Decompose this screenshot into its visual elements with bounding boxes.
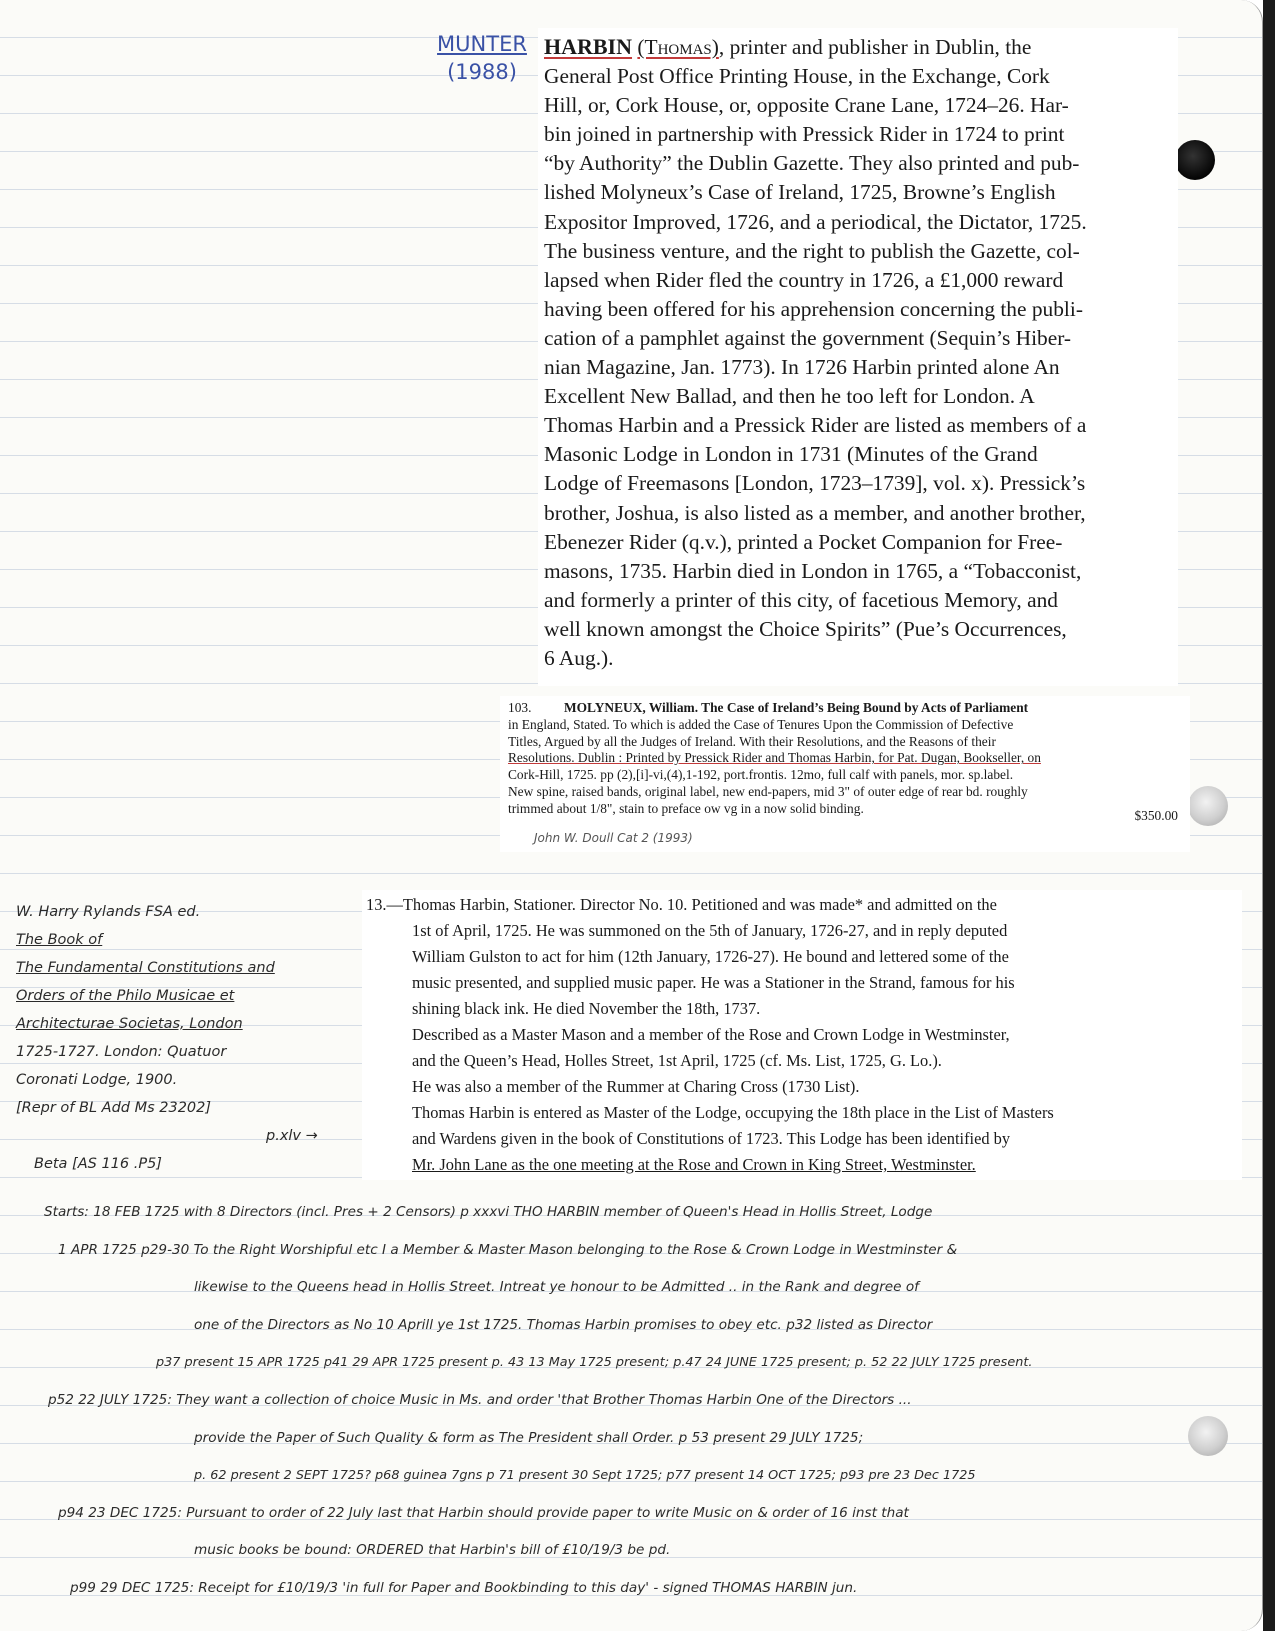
rylands-margin-note — [16, 898, 356, 1178]
entry-surname: HARBIN — [544, 34, 633, 59]
rylands-line: William Gulston to act for him (12th January, 1726-27). He bound and lettered some of the — [412, 947, 1009, 966]
munter-text-line: Excellent New Ballad, and then he too left for London. A — [544, 384, 1035, 409]
munter-text-line: lapsed when Rider fled the country in 1726, a £1,000 reward — [544, 267, 1064, 292]
handwritten-line: Starts: 18 FEB 1725 with 8 Directors (incl. Pres + 2 Censors) p xxxvi THO HARBIN member of Queen's Head in Hollis Street, Lodge — [44, 1204, 933, 1220]
rylands-line: Mr. John Lane as the one meeting at the Rose and Crown in King Street, Westminster. — [412, 1155, 976, 1174]
handwritten-line: p99 29 DEC 1725: Receipt for £10/19/3 'in full for Paper and Bookbinding to this day' - signed THOMAS HARBIN jun. — [70, 1579, 858, 1596]
punch-hole-top — [1175, 140, 1215, 180]
catalogue-price: $350.00 — [1134, 808, 1178, 823]
rylands-note-line: Coronati Lodge, 1900. — [16, 1072, 178, 1088]
catalogue-clipping — [500, 696, 1190, 852]
munter-margin-note — [434, 30, 530, 86]
catalogue-line — [508, 700, 1182, 717]
munter-text-line: having been offered for his apprehension concerning the publi- — [544, 296, 1083, 321]
rylands-clipping — [362, 890, 1242, 1180]
punch-hole-middle — [1188, 786, 1228, 826]
rylands-note-line: Architecturae Societas, London — [16, 1016, 243, 1032]
rylands-line: Thomas Harbin is entered as Master of the Lodge, occupying the 18th place in the List of Masters — [412, 1103, 1054, 1122]
rylands-line: He was also a member of the Rummer at Charing Cross (1730 List). — [412, 1077, 860, 1096]
munter-text-line: masons, 1735. Harbin died in London in 1765, a “Tobacconist, — [544, 558, 1082, 583]
munter-text-line: bin joined in partnership with Pressick Rider in 1724 to print — [544, 122, 1065, 147]
catalogue-line: Titles, Argued by all the Judges of Ireland. With their Resolutions, and the Reasons of their — [508, 733, 996, 749]
munter-text-line: Expositor Improved, 1726, and a periodical, the Dictator, 1725. — [544, 209, 1087, 234]
rylands-line: music presented, and supplied music paper. He was a Stationer in the Strand, famous for his — [412, 973, 1015, 992]
munter-text-line: Masonic Lodge in London in 1731 (Minutes of the Grand — [544, 442, 1038, 467]
munter-text-line: Lodge of Freemasons [London, 1723–1739], vol. x). Pressick’s — [544, 471, 1086, 496]
munter-line-1 — [544, 32, 1172, 62]
rylands-line: Described as a Master Mason and a member of the Rose and Crown Lodge in Westminster, — [412, 1025, 1010, 1044]
munter-text-line: cation of a pamphlet against the government (Sequin’s Hiber- — [544, 325, 1072, 350]
rylands-note-line: Orders of the Philo Musicae et — [16, 988, 235, 1004]
rylands-note-line: W. Harry Rylands FSA ed. — [16, 904, 201, 920]
handwritten-line: p. 62 present 2 SEPT 1725? p68 guinea 7gns p 71 present 30 Sept 1725; p77 present 14 OCT 1725; p93 pre 23 Dec 1725 — [194, 1468, 976, 1484]
rylands-note-line: Beta [AS 116 .P5] — [34, 1156, 162, 1172]
munter-text-line: , printer and publisher in Dublin, the — [718, 35, 1032, 59]
munter-text-line: 6 Aug.). — [544, 645, 614, 670]
handwritten-line: 1 APR 1725 p29-30 To the Right Worshipful etc I a Member & Master Mason belonging to the Rose & Crown Lodge in Westminster & — [58, 1241, 958, 1258]
rylands-note-line: [Repr of BL Add Ms 23202] — [16, 1100, 212, 1116]
handwritten-notes — [44, 1194, 1234, 1608]
rylands-note-line: The Fundamental Constitutions and — [16, 960, 275, 976]
rylands-line: and Wardens given in the book of Constitutions of 1723. This Lodge has been identified by — [412, 1129, 1011, 1148]
catalogue-line: New spine, raised bands, original label, new end-papers, mid 3" of outer edge of rear bd. roughly — [508, 783, 1028, 799]
rylands-line: and the Queen’s Head, Holles Street, 1st April, 1725 (cf. Ms. List, 1725, G. Lo.). — [412, 1051, 942, 1070]
munter-text-line: Thomas Harbin and a Pressick Rider are listed as members of a — [544, 413, 1087, 438]
entry-given-name: (Thomas) — [637, 35, 719, 59]
handwritten-line: music books be bound: ORDERED that Harbin's bill of £10/19/3 be pd. — [194, 1542, 671, 1559]
handwritten-line: p37 present 15 APR 1725 p41 29 APR 1725 present p. 43 13 May 1725 present; p.47 24 JUNE 1725 present; p. 52 22 JULY 1725 present. — [156, 1355, 1033, 1371]
rylands-line: shining black ink. He died November the 18th, 1737. — [412, 999, 761, 1018]
rylands-note-line: The Book of — [16, 932, 103, 948]
munter-text-line: brother, Joshua, is also listed as a member, and another brother, — [544, 500, 1086, 525]
rylands-note-line: 1725-1727. London: Quatuor — [16, 1044, 227, 1060]
handwritten-line: p94 23 DEC 1725: Pursuant to order of 22 July last that Harbin should provide paper to write Music on & order of 16 inst that — [58, 1504, 909, 1521]
munter-text-line: lished Molyneux’s Case of Ireland, 1725, Browne’s English — [544, 180, 1056, 205]
munter-text-line: General Post Office Printing House, in the Exchange, Cork — [544, 64, 1050, 89]
handwritten-line: p52 22 JULY 1725: They want a collection of choice Music in Ms. and order 'that Brother Thomas Harbin One of the Directors ... — [48, 1391, 912, 1408]
page-edge — [1263, 0, 1275, 1631]
munter-text-line: Ebenezer Rider (q.v.), printed a Pocket Companion for Free- — [544, 529, 1063, 554]
catalogue-line: Resolutions. Dublin : Printed by Pressick Rider and Thomas Harbin, for Pat. Dugan, Bookseller, on — [508, 750, 1041, 766]
catalogue-source-note: John W. Doull Cat 2 (1993) — [534, 831, 693, 845]
munter-text-line: Hill, or, Cork House, or, opposite Crane Lane, 1724–26. Har- — [544, 93, 1069, 118]
munter-text-line: nian Magazine, Jan. 1773). In 1726 Harbin printed alone An — [544, 355, 1060, 380]
catalogue-line-text: MOLYNEUX, William. The Case of Ireland’s Being Bound by Acts of Parliament — [564, 700, 1029, 715]
rylands-line: 1st of April, 1725. He was summoned on the 5th of January, 1726-27, and in reply deputed — [412, 921, 1008, 940]
munter-label: MUNTER — [437, 32, 527, 56]
rylands-note-line: p.xlv → — [266, 1128, 318, 1144]
rylands-line: 13.—Thomas Harbin, Stationer. Director No. 10. Petitioned and was made* and admitted on the — [366, 895, 997, 914]
handwritten-line: provide the Paper of Such Quality & form as The President shall Order. p 53 present 29 JULY 1725; — [194, 1429, 864, 1446]
munter-text-line: and formerly a printer of this city, of facetious Memory, and — [544, 587, 1059, 612]
catalogue-line: Cork-Hill, 1725. pp (2),[i]-vi,(4),1-192, port.frontis. 12mo, full calf with panels, mor. sp.label. — [508, 767, 1014, 783]
munter-year: (1988) — [447, 60, 517, 84]
munter-text-line: “by Authority” the Dublin Gazette. They also printed and pub- — [544, 151, 1080, 176]
catalogue-line: in England, Stated. To which is added the Case of Tenures Upon the Commission of Defective — [508, 716, 1014, 732]
handwritten-line: likewise to the Queens head in Hollis Street. Intreat ye honour to be Admitted .. in the Rank and degree of — [194, 1279, 919, 1296]
munter-text-line: The business venture, and the right to publish the Gazette, col- — [544, 238, 1080, 263]
catalogue-line: trimmed about 1/8", stain to preface ow vg in a now solid binding. — [508, 800, 864, 816]
handwritten-line: one of the Directors as No 10 Aprill ye 1st 1725. Thomas Harbin promises to obey etc. p32 listed as Director — [194, 1316, 933, 1333]
munter-dictionary-clipping — [538, 28, 1178, 686]
catalogue-number: 103. — [508, 700, 532, 715]
munter-text-line: well known amongst the Choice Spirits” (Pue’s Occurrences, — [544, 616, 1067, 641]
